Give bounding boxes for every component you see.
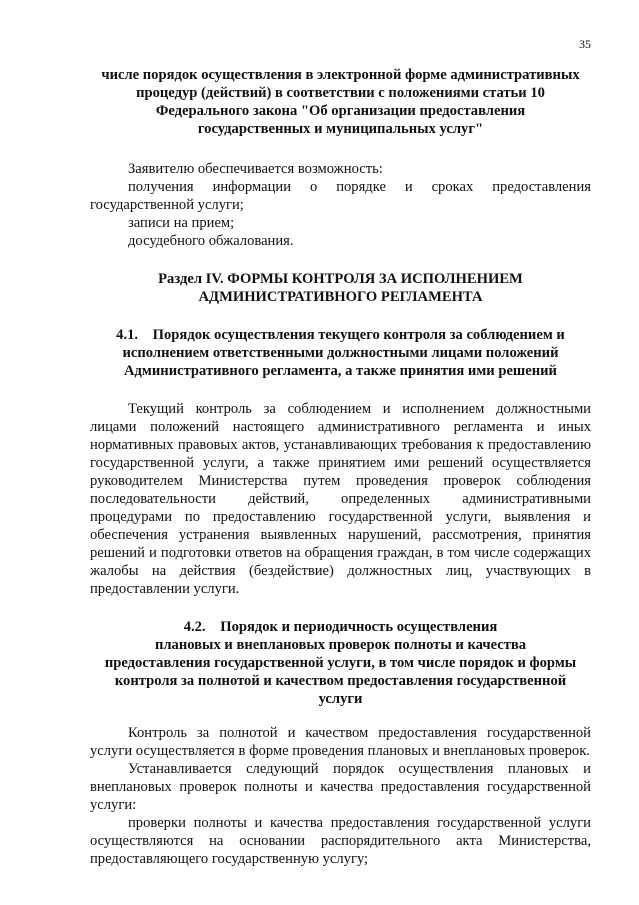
opportunity-item-1-line-2: государственной услуги; [90,197,244,213]
page-number: 35 [579,37,591,51]
subsection-title-line: услуги [318,691,363,707]
subsection-4-2-paragraph-3: проверки полноты и качества предоставления государственной услуги осуществляются на основании распорядительного акта Министерства, предоставляющего государственную услугу; [90,815,591,867]
heading-line: числе порядок осуществления в электронной форме административных [101,67,580,83]
subsection-4-2-paragraph-1: Контроль за полнотой и качеством предоставления государственной услуги осуществляется в форме проведения плановых и внеплановых проверок. [90,725,591,759]
subsection-title-line: контроля за полнотой и качеством предоставления государственной [114,673,567,689]
spacer [90,598,591,618]
spacer [90,250,591,270]
spacer [90,306,591,326]
opportunities-block [90,160,591,250]
subsection-title-line: Административного регламента, а также принятия ими решений [124,363,557,379]
heading-line: государственных и муниципальных услуг" [197,121,484,137]
spacer [90,380,591,400]
subsection-title-line: плановых и внеплановых проверок полноты и качества [154,637,527,653]
opportunities-intro: Заявителю обеспечивается возможность: [128,161,383,177]
heading-line: процедур (действий) в соответствии с положениями статьи 10 [136,85,545,101]
subsection-4-2-paragraph-2: Устанавливается следующий порядок осуществления плановых и внеплановых проверок полноты и качества предоставления государственной услуги: [90,761,591,813]
opportunity-item-1-line-1: получения информации о порядке и сроках предоставления [128,179,591,195]
section-title-line: Раздел IV. ФОРМЫ КОНТРОЛЯ ЗА ИСПОЛНЕНИЕМ [158,271,523,287]
subsection-4-1-title [90,326,591,380]
opportunity-item-3: досудебного обжалования. [128,233,294,249]
subsection-title-line: предоставления государственной услуги, в том числе порядок и формы [104,655,577,671]
opportunity-item-2: записи на прием; [128,215,235,231]
subsection-title-line: 4.2. Порядок и периодичность осуществления [183,619,498,635]
subsection-4-1-body: Текущий контроль за соблюдением и исполнением должностными лицами положений настоящего административного регламента и иных нормативных правовых актов, устанавливающих требования к предоставлению государственной услуги, а также принятием ими решений осуществляется руководителем Министерства путем проведения проверок соблюдения последовательности действий, определенных административными процедурами по предоставлению государственной услуги, выявления и обеспечения устранения выявленных нарушений, рассмотрения, принятия решений и подготовки ответов на обращения граждан, в том числе содержащих жалобы на действия (бездействие) должностных лиц, участвующих в предоставлении услуги. [90,401,591,597]
spacer [90,138,591,160]
heading-line: Федерального закона "Об организации предоставления [155,103,526,119]
page-content [90,66,591,868]
subsection-title-line: 4.1. Порядок осуществления текущего контроля за соблюдением и [116,327,565,343]
subsection-title-line: исполнением ответственными должностными лицами положений [122,345,559,361]
section-4-title [90,270,591,306]
subsection-4-2-title [90,618,591,708]
heading-continuation [90,66,591,138]
spacer [90,708,591,724]
section-title-line: АДМИНИСТРАТИВНОГО РЕГЛАМЕНТА [198,289,483,305]
